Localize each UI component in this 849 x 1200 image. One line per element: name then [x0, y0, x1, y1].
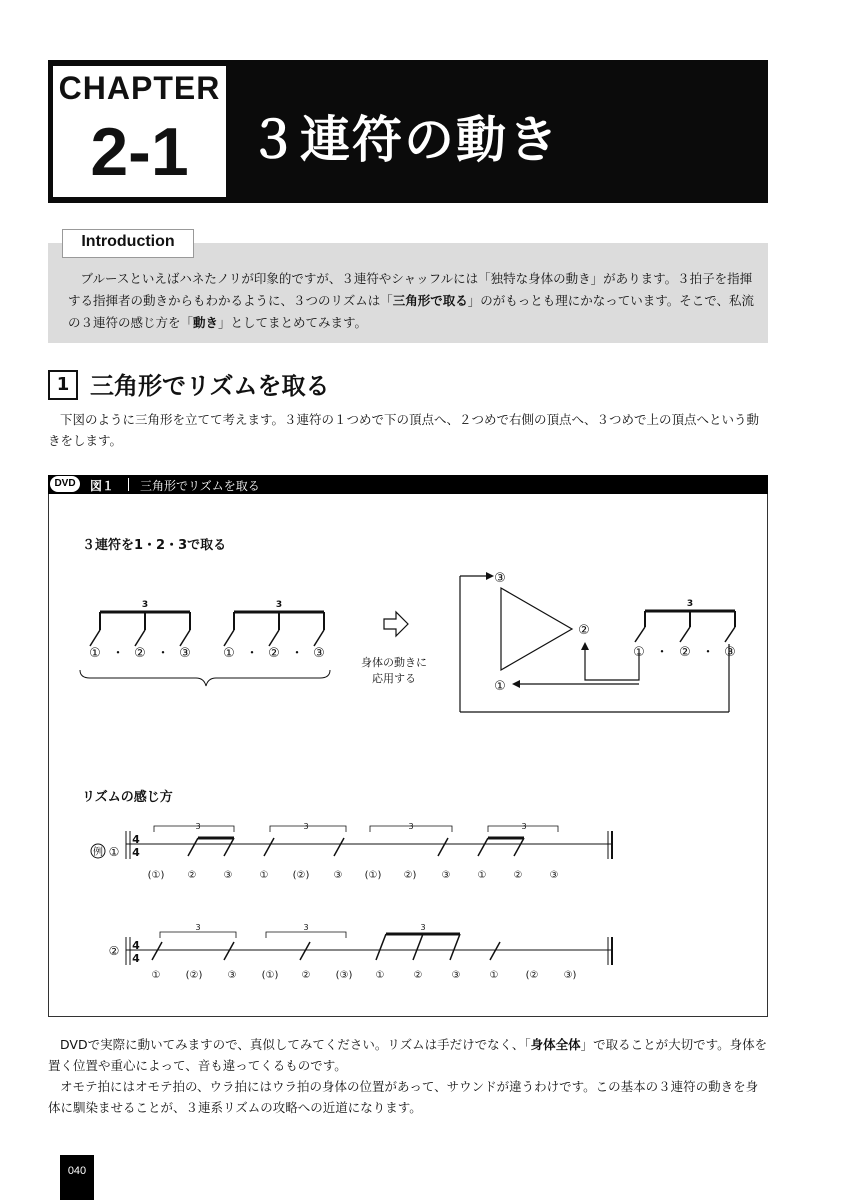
- ex2-count: ③: [227, 970, 237, 981]
- triplet-mark: 3: [195, 822, 201, 831]
- example-2-staff: [126, 932, 613, 965]
- ex2-count: (①): [261, 970, 279, 981]
- count-b1: ①: [223, 646, 235, 661]
- figure-diagram: [48, 494, 768, 1014]
- ex2-count: ③: [451, 970, 461, 981]
- time-signature-top: 4: [132, 833, 140, 846]
- triplet-group-a: [90, 612, 190, 646]
- intro-text: ブルースといえばハネたノリが印象的ですが、３連符やシャッフルには「独特な身体の動き」があります。３拍子を指揮する指揮者の動きからもわかるように、３つのリズムは「三角形で取る」のがもっとも理にかなっています。そこで、私流の３連符の感じ方を「動き」としてまとめてみます。: [68, 271, 755, 330]
- hollow-arrow-icon: [384, 612, 408, 636]
- ex2-count: ②: [301, 970, 311, 981]
- count-a3: ③: [179, 646, 191, 661]
- count-b-dot1: ・: [245, 646, 259, 661]
- ex2-count: ①: [151, 970, 161, 981]
- ex1-count: (①): [364, 870, 382, 881]
- ex2-count: ①: [489, 970, 499, 981]
- time-signature-top: 4: [132, 939, 140, 952]
- section-number: 1: [48, 370, 78, 400]
- count-b-dot2: ・: [290, 646, 304, 661]
- page-number-tab: [60, 1155, 94, 1200]
- brace: [80, 670, 330, 686]
- arrow-caption-2: 応用する: [372, 672, 416, 685]
- count-b3: ③: [313, 646, 325, 661]
- ex2-count: (③): [335, 970, 353, 981]
- dvd-icon: DVD: [50, 476, 80, 492]
- triplet-mark: 3: [408, 822, 414, 831]
- ex1-count: ②: [513, 870, 523, 881]
- vertex-bottom: ①: [494, 679, 506, 694]
- page-number: 040: [67, 1165, 87, 1177]
- ex2-count: (②: [525, 970, 539, 981]
- example-mark: 例: [93, 847, 103, 858]
- vertex-right: ②: [578, 623, 590, 638]
- body-paragraph-1: DVDで実際に動いてみますので、真似してみてください。リズムは手だけでなく、「身体全体」で取ることが大切です。身体を置く位置や重心によって、音も違ってくるものです。: [48, 1037, 768, 1073]
- time-signature-bottom: 4: [132, 846, 140, 859]
- count-a2: ②: [134, 646, 146, 661]
- part1-title: ３連符を1・2・3で取る: [82, 538, 227, 553]
- ex1-count: ③: [223, 870, 233, 881]
- triplet-mark: 3: [275, 600, 283, 610]
- count-c3: ③: [724, 645, 736, 660]
- arrow-head-bottom: [512, 680, 520, 688]
- figure-separator: [128, 478, 129, 491]
- ex2-count: ③): [563, 970, 577, 981]
- section-body: 下図のように三角形を立てて考えます。３連符の１つめで下の頂点へ、２つめで右側の頂点へ、３つめで上の頂点へという動きをします。: [48, 412, 760, 448]
- arrow-caption-1: 身体の動きに: [361, 656, 427, 669]
- example-1-label: ①: [108, 845, 120, 859]
- count-c2: ②: [679, 645, 691, 660]
- part2-title: リズムの感じ方: [82, 790, 173, 805]
- triplet-mark: 3: [303, 923, 309, 932]
- ex1-count: ①: [477, 870, 487, 881]
- vertex-top: ③: [494, 571, 506, 586]
- count-a1: ①: [89, 646, 101, 661]
- chapter-number: 2-1: [90, 114, 189, 190]
- time-signature-bottom: 4: [132, 952, 140, 965]
- count-b2: ②: [268, 646, 280, 661]
- body-text-2: [48, 1034, 770, 1118]
- count-c1: ①: [633, 645, 645, 660]
- triplet-mark: 3: [521, 822, 527, 831]
- section-title: 三角形でリズムを取る: [90, 372, 330, 400]
- arrow-head-top: [486, 572, 494, 580]
- count-c-dot1: ・: [655, 645, 669, 660]
- chapter-title: ３連符の動き: [248, 111, 560, 169]
- ex1-count: ①: [259, 870, 269, 881]
- count-c-dot2: ・: [701, 645, 715, 660]
- intro-label: Introduction: [81, 233, 175, 250]
- ex1-count: ②: [187, 870, 197, 881]
- triplet-mark: 3: [141, 600, 149, 610]
- chapter-label: CHAPTER: [58, 70, 221, 106]
- body-paragraph-2: オモテ拍にはオモテ拍の、ウラ拍にはウラ拍の身体の位置があって、サウンドが違うわけです。この基本の３連符の動きを身体に馴染ませることが、３連系リズムの攻略への近道になります。: [48, 1079, 759, 1115]
- ex1-count: (②): [292, 870, 310, 881]
- figure-caption: 三角形でリズムを取る: [140, 479, 260, 493]
- ex1-count: ③: [333, 870, 343, 881]
- ex1-count: (①): [147, 870, 165, 881]
- ex2-count: ①: [375, 970, 385, 981]
- triplet-group-c: [635, 611, 735, 642]
- ex2-count: ②: [413, 970, 423, 981]
- ex1-count: ③: [549, 870, 559, 881]
- ex1-count: ②): [403, 870, 417, 881]
- arrow-head-right: [581, 642, 589, 650]
- figure-number: 図１: [90, 479, 115, 493]
- ex2-count: (②): [185, 970, 203, 981]
- ex1-count: ③: [441, 870, 451, 881]
- triplet-mark: 3: [195, 923, 201, 932]
- triplet-mark: 3: [686, 599, 694, 609]
- count-a-dot1: ・: [111, 646, 125, 661]
- example-2-label: ②: [108, 944, 120, 958]
- triplet-mark: 3: [303, 822, 309, 831]
- count-a-dot2: ・: [156, 646, 170, 661]
- triplet-mark: 3: [420, 923, 426, 932]
- triplet-group-b: [224, 612, 324, 646]
